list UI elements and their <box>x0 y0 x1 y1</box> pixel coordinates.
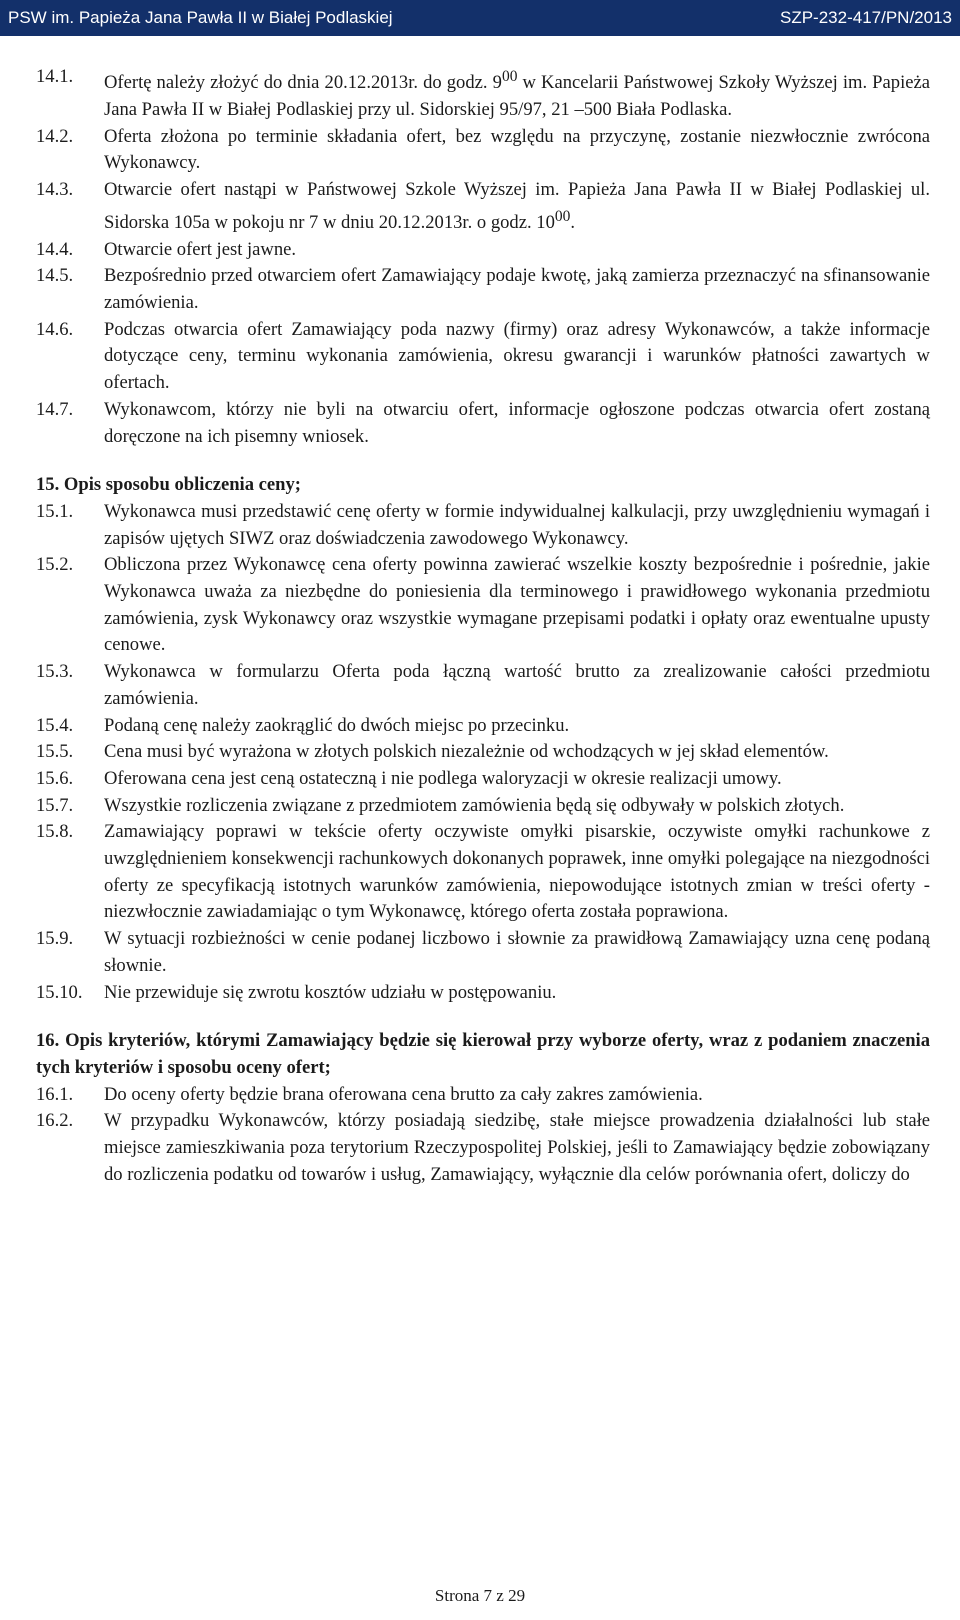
item-superscript: 00 <box>501 68 518 85</box>
item-number: 14.5. <box>36 265 74 287</box>
paragraph-14-5 <box>0 263 960 316</box>
item-number: 14.6. <box>36 318 74 340</box>
item-text: Wszystkie rozliczenia związane z przedmiotem zamówienia będą się odbywały w polskich złotych. <box>104 794 845 816</box>
item-number: 14.1. <box>36 66 74 87</box>
item-number: 14.3. <box>36 179 74 200</box>
item-number: 15.9. <box>36 928 74 950</box>
item-text: Podczas otwarcia ofert Zamawiający poda nazwy (firmy) oraz adresy Wykonawców, a także informacje dotyczące ceny, terminu wykonania zamówienia, okresu gwarancji i warunków płatności zawartych w ofertach. <box>104 318 930 394</box>
paragraph-15-4 <box>0 713 960 740</box>
document-body <box>0 64 960 1189</box>
item-text: Bezpośrednio przed otwarciem ofert Zamawiający podaje kwotę, jaką zamierza przeznaczyć na sfinansowanie zamówienia. <box>104 265 930 313</box>
item-number: 15.2. <box>36 554 74 576</box>
paragraph-14-7 <box>0 397 960 450</box>
paragraph-15-9 <box>0 926 960 979</box>
item-text: Zamawiający poprawi w tekście oferty oczywiste omyłki pisarskie, oczywiste omyłki rachunkowe z uwzględnieniem konsekwencji rachunkowych dokonanych poprawek, inne omyłki polegające na niezgodności oferty ze specyfikacją istotnych warunków zamówienia, niepowodujące istotnych zmian w treści oferty - niezwłocznie zawiadamiając o tym Wykonawcę, którego oferta została poprawiona. <box>104 821 930 923</box>
item-text: Obliczona przez Wykonawcę cena oferty powinna zawierać wszelkie koszty bezpośrednie i pośrednie, jakie Wykonawca uważa za niezbędne do poniesienia dla terminowego i prawidłowego wykonania przedmiotu zamówienia, zysk Wykonawcy oraz wszystkie wymagane przepisami podatki i opłaty oraz ewentualne upusty cenowe. <box>104 554 930 656</box>
page-header-bar <box>0 0 960 36</box>
item-text: W sytuacji rozbieżności w cenie podanej liczbowo i słownie za prawidłową Zamawiający uzna cenę podaną słownie. <box>104 928 930 976</box>
paragraph-15-7 <box>0 793 960 820</box>
item-text-a: Ofertę należy złożyć do dnia 20.12.2013r. do godz. 9 <box>104 72 502 94</box>
page-number-footer: Strona 7 z 29 <box>434 1586 526 1605</box>
item-number: 15.6. <box>36 767 74 789</box>
item-number: 14.4. <box>36 238 74 260</box>
item-text: Do oceny oferty będzie brana oferowana cena brutto za cały zakres zamówienia. <box>104 1083 703 1105</box>
paragraph-14-6 <box>0 317 960 397</box>
item-superscript: 00 <box>554 207 571 225</box>
item-text: Oferta złożona po terminie składania ofert, bez względu na przyczynę, zostanie niezwłocznie zwrócona Wykonawcy. <box>104 125 930 174</box>
section-gap <box>0 450 960 472</box>
paragraph-15-5 <box>0 739 960 766</box>
item-number: 16.2. <box>36 1110 74 1132</box>
item-text-a: Otwarcie ofert nastąpi w Państwowej Szkole Wyższej im. Papieża Jana Pawła II w Białej Podlaskiej ul. Sidorska 105a w pokoju nr 7 w dniu 20.12.2013r. o godz. 10 <box>104 179 930 233</box>
item-text: Wykonawcom, którzy nie byli na otwarciu ofert, informacje ogłoszone podczas otwarcia ofert zostaną doręczone na ich pisemny wniosek. <box>104 398 930 447</box>
item-number: 16.1. <box>36 1083 74 1105</box>
paragraph-14-4 <box>0 237 960 264</box>
paragraph-16-1 <box>0 1082 960 1109</box>
paragraph-16-2 <box>0 1108 960 1188</box>
paragraph-14-1 <box>0 64 960 124</box>
item-number: 15.10. <box>36 981 83 1003</box>
paragraph-15-10 <box>0 980 960 1007</box>
item-text: Oferowana cena jest ceną ostateczną i nie podlega waloryzacji w okresie realizacji umowy. <box>104 767 782 789</box>
item-number: 15.1. <box>36 500 74 522</box>
item-number: 14.7. <box>36 398 74 420</box>
header-institution: PSW im. Papieża Jana Pawła II w Białej Podlaskiej <box>8 8 393 27</box>
item-text: Cena musi być wyrażona w złotych polskich niezależnie od wchodzących w jej skład elementów. <box>104 741 829 763</box>
item-text-b: . <box>570 211 576 233</box>
item-text: Wykonawca musi przedstawić cenę oferty w formie indywidualnej kalkulacji, przy uwzględnieniu wymagań i zapisów ujętych SIWZ oraz doświadczenia zawodowego Wykonawcy. <box>104 500 930 549</box>
section-15-heading: 15. Opis sposobu obliczenia ceny; <box>36 474 301 496</box>
item-number: 15.5. <box>36 741 74 763</box>
item-number: 15.7. <box>36 794 74 816</box>
item-text-b: w Kancelarii Państwowej Szkoły Wyższej im. Papieża Jana Pawła II w Białej Podlaskiej przy ul. Sidorskiej 95/97, 21 –500 Biała Podlaska. <box>104 72 931 120</box>
item-text: Nie przewiduje się zwrotu kosztów udziału w postępowaniu. <box>104 981 557 1003</box>
item-number: 15.4. <box>36 714 74 736</box>
item-number: 14.2. <box>36 125 74 147</box>
header-reference: SZP-232-417/PN/2013 <box>780 8 952 27</box>
paragraph-15-3 <box>0 659 960 712</box>
paragraph-15-6 <box>0 766 960 793</box>
item-text: W przypadku Wykonawców, którzy posiadają siedzibę, stałe miejsce prowadzenia działalności lub stałe miejsce zamieszkiwania poza terytorium Rzeczypospolitej Polskiej, jeśli to Zamawiający będzie zobowiązany do rozliczenia podatku od towarów i usług, Zamawiający, wyłącznie dla celów porównania ofert, doliczy do <box>104 1110 930 1185</box>
paragraph-14-2 <box>0 124 960 177</box>
item-text: Podaną cenę należy zaokrąglić do dwóch miejsc po przecinku. <box>104 714 570 736</box>
paragraph-15-2 <box>0 552 960 659</box>
paragraph-14-3 <box>0 177 960 237</box>
item-number: 15.8. <box>36 821 74 843</box>
item-number: 15.3. <box>36 661 74 683</box>
item-text: Otwarcie ofert jest jawne. <box>104 238 297 260</box>
item-text: Wykonawca w formularzu Oferta poda łączną wartość brutto za zrealizowanie całości przedmiotu zamówienia. <box>104 661 930 709</box>
section-gap <box>0 1006 960 1028</box>
paragraph-15-1 <box>0 499 960 552</box>
paragraph-15-8 <box>0 819 960 926</box>
section-16-heading: 16. Opis kryteriów, którymi Zamawiający będzie się kierował przy wyborze oferty, wraz z podaniem znaczenia tych kryteriów i sposobu oceny ofert; <box>36 1030 930 1078</box>
